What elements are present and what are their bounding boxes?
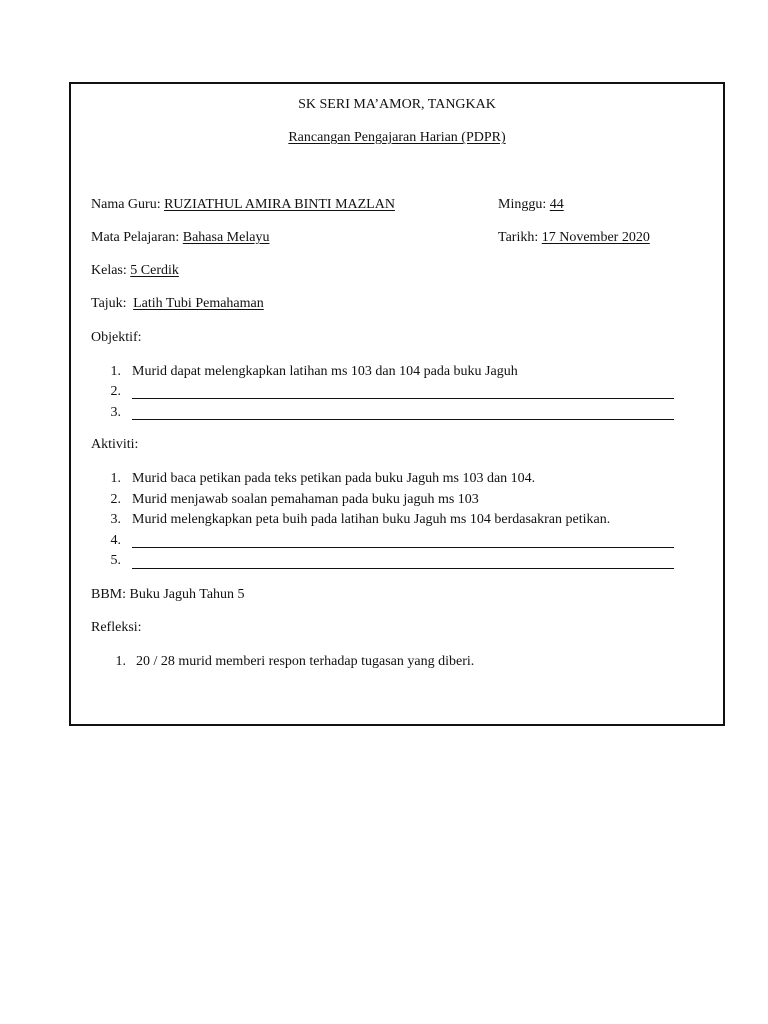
- aktiviti-item: Murid baca petikan pada teks petikan pada buku Jaguh ms 103 dan 104.: [132, 471, 536, 486]
- tarikh-value: 17 November 2020: [541, 230, 650, 245]
- aktiviti-number: 3.: [110, 512, 121, 527]
- tarikh-row: [498, 229, 650, 247]
- kelas-label: Kelas:: [91, 263, 127, 278]
- mapel-row: [91, 229, 269, 247]
- subtitle-wrap: [71, 129, 723, 147]
- kelas-row: [91, 262, 179, 280]
- mapel-value: Bahasa Melayu: [182, 230, 270, 245]
- refleksi-item: 20 / 28 murid memberi respon terhadap tugasan yang diberi.: [136, 654, 475, 669]
- aktiviti-heading: Aktiviti:: [91, 437, 139, 452]
- minggu-label: Minggu:: [498, 197, 547, 212]
- aktiviti-blank-line: [132, 568, 674, 569]
- tajuk-row: [91, 295, 264, 313]
- minggu-value: 44: [549, 197, 564, 212]
- refleksi-number: 1.: [115, 654, 126, 669]
- aktiviti-item: Murid menjawab soalan pemahaman pada buku jaguh ms 103: [132, 492, 479, 507]
- aktiviti-number: 2.: [110, 492, 121, 507]
- document-frame: [69, 82, 725, 726]
- tajuk-label: Tajuk:: [91, 296, 127, 311]
- bbm-row: [91, 586, 245, 604]
- mapel-label: Mata Pelajaran:: [91, 230, 180, 245]
- objektif-blank-line: [132, 419, 674, 420]
- tarikh-label: Tarikh:: [498, 230, 539, 245]
- aktiviti-number: 5.: [110, 553, 121, 568]
- school-name: SK SERI MA’AMOR, TANGKAK: [298, 97, 496, 112]
- objektif-number: 3.: [110, 405, 121, 420]
- aktiviti-number: 4.: [110, 533, 121, 548]
- bbm-label: BBM:: [91, 587, 127, 602]
- objektif-number: 1.: [110, 364, 121, 379]
- refleksi-heading: Refleksi:: [91, 620, 142, 635]
- document-subtitle: Rancangan Pengajaran Harian (PDPR): [288, 130, 506, 145]
- guru-row: [91, 196, 395, 214]
- objektif-blank-line: [132, 398, 674, 399]
- guru-value: RUZIATHUL AMIRA BINTI MAZLAN: [164, 197, 395, 212]
- bbm-value: Buku Jaguh Tahun 5: [129, 587, 245, 602]
- aktiviti-number: 1.: [110, 471, 121, 486]
- objektif-item: Murid dapat melengkapkan latihan ms 103 dan 104 pada buku Jaguh: [132, 364, 518, 379]
- tajuk-value: Latih Tubi Pemahaman: [133, 296, 264, 311]
- aktiviti-item: Murid melengkapkan peta buih pada latihan buku Jaguh ms 104 berdasakran petikan.: [132, 512, 611, 527]
- minggu-row: [498, 196, 564, 214]
- guru-label: Nama Guru:: [91, 197, 161, 212]
- objektif-heading: Objektif:: [91, 330, 142, 345]
- aktiviti-blank-line: [132, 547, 674, 548]
- kelas-value: 5 Cerdik: [130, 263, 179, 278]
- objektif-number: 2.: [110, 384, 121, 399]
